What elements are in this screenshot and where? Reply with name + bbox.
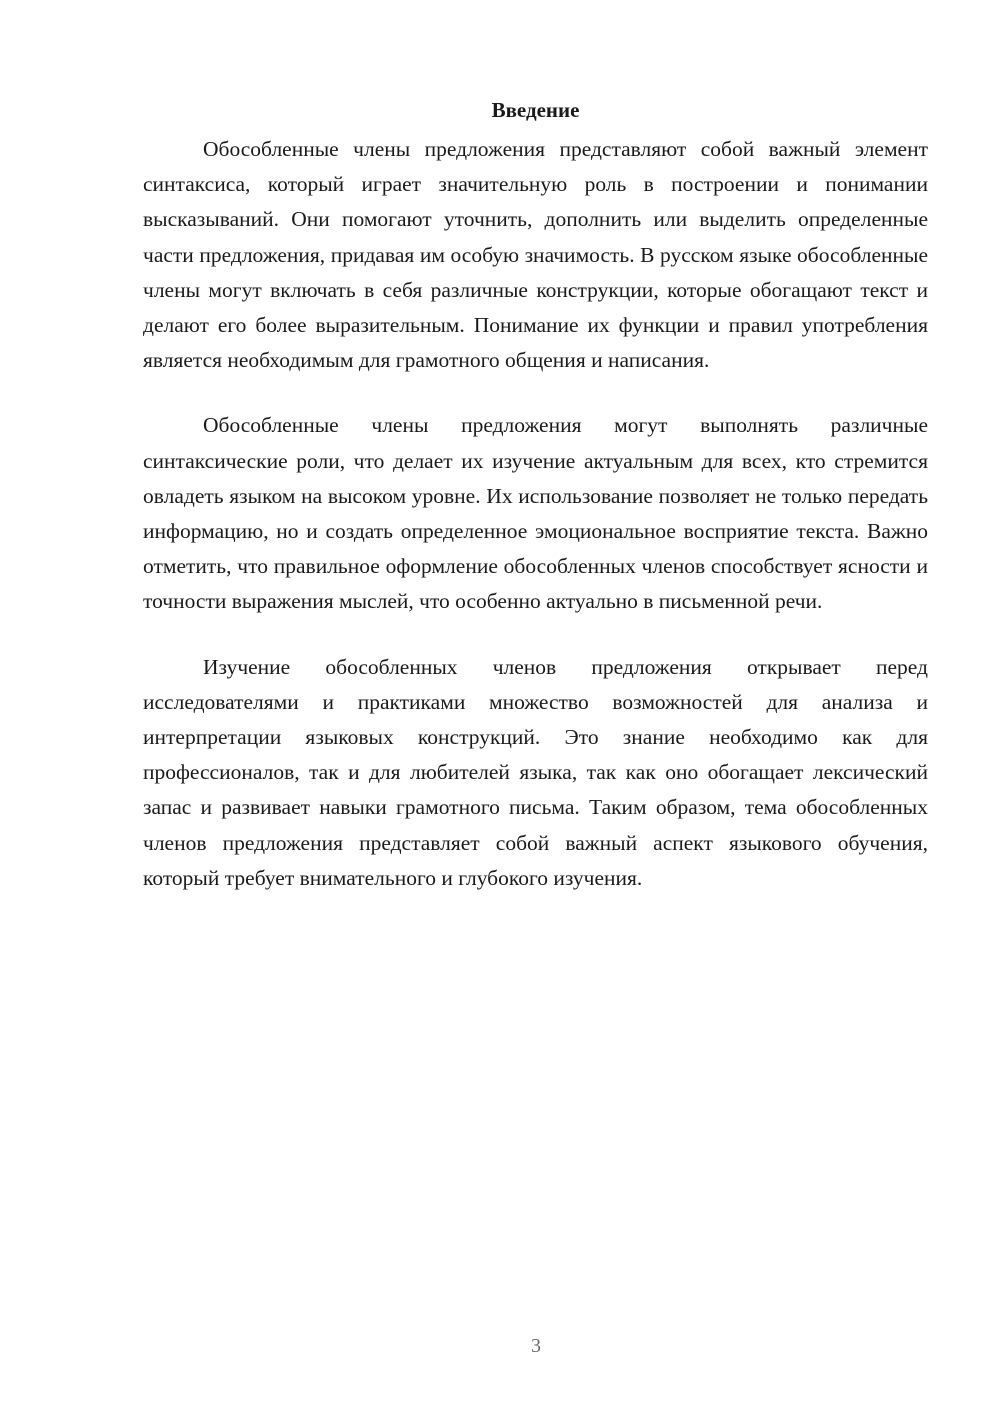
paragraph-2: Обособленные члены предложения могут выполнять различные синтаксические роли, что делает их изучение актуальным для всех, кто стремится овладеть языком на высоком уровне. Их использование позволяет не только передать информацию, но и создать определенное эмоциональное восприятие текста. Важно отметить, что правильное оформление обособленных членов способствует ясности и точности выражения мыслей, что особенно актуально в письменной речи. xyxy=(143,413,928,614)
paragraph-1: Обособленные члены предложения представляют собой важный элемент синтаксиса, который играет значительную роль в построении и понимании высказываний. Они помогают уточнить, дополнить или выделить определенные части предложения, придавая им особую значимость. В русском языке обособленные члены могут включать в себя различные конструкции, которые обогащают текст и делают его более выразительным. Понимание их функции и правил употребления является необходимым для грамотного общения и написания. xyxy=(143,137,928,373)
section-heading: Введение xyxy=(491,98,580,122)
page-content xyxy=(143,92,928,926)
paragraph-3: Изучение обособленных членов предложения открывает перед исследователями и практиками множество возможностей для анализа и интерпретации языковых конструкций. Это знание необходимо как для профессионалов, так и для любителей языка, так как оно обогащает лексический запас и развивает навыки грамотного письма. Таким образом, тема обособленных членов предложения представляет собой важный аспект языкового обучения, который требует внимательного и глубокого изучения. xyxy=(143,654,928,890)
page-number: 3 xyxy=(531,1335,541,1357)
